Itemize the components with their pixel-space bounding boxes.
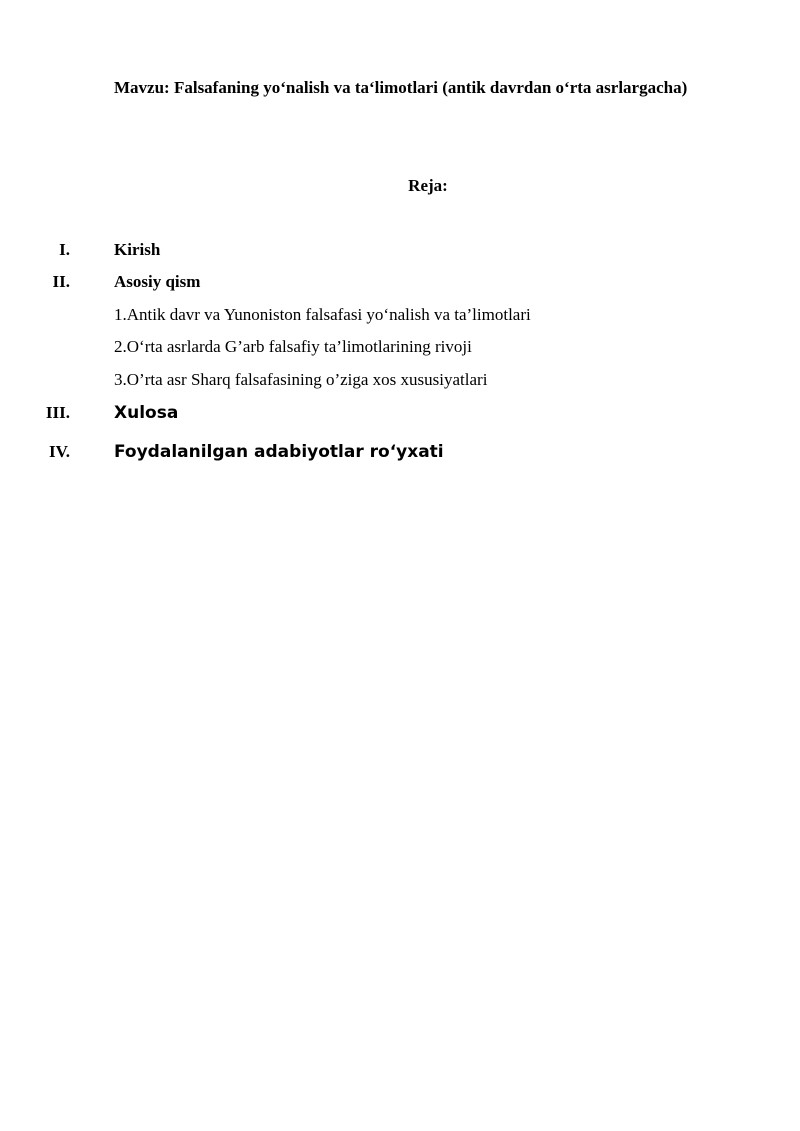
- plan-item-2: [0, 271, 780, 297]
- plan-subitem-2: 2.O‘rta asrlarda G’arb falsafiy ta’limotlarining rivoji: [114, 337, 472, 356]
- plan-item-label: Foydalanilgan adabiyotlar ro‘yxati: [114, 442, 444, 462]
- plan-item-label: Asosiy qism: [114, 272, 201, 291]
- plan-subitem-3: 3.O’rta asr Sharq falsafasining o’ziga xos xususiyatlari: [114, 370, 488, 389]
- plan-item-numeral: II.: [52, 272, 70, 291]
- document-title: Mavzu: Falsafaning yo‘nalish va ta‘limotlari (antik davrdan o‘rta asrlargacha): [114, 78, 688, 97]
- plan-item-numeral: IV.: [49, 442, 70, 461]
- plan-item-numeral: III.: [45, 403, 70, 422]
- plan-item-4: [0, 441, 780, 467]
- plan-subitem-1: 1.Antik davr va Yunoniston falsafasi yo‘nalish va ta’limotlari: [114, 305, 531, 324]
- plan-item-3: [0, 402, 780, 428]
- plan-heading: Reja:: [408, 176, 448, 195]
- plan-item-numeral: I.: [59, 240, 70, 259]
- plan-item-label: Kirish: [114, 240, 161, 259]
- plan-item-1: [0, 239, 780, 265]
- plan-item-label: Xulosa: [114, 403, 179, 423]
